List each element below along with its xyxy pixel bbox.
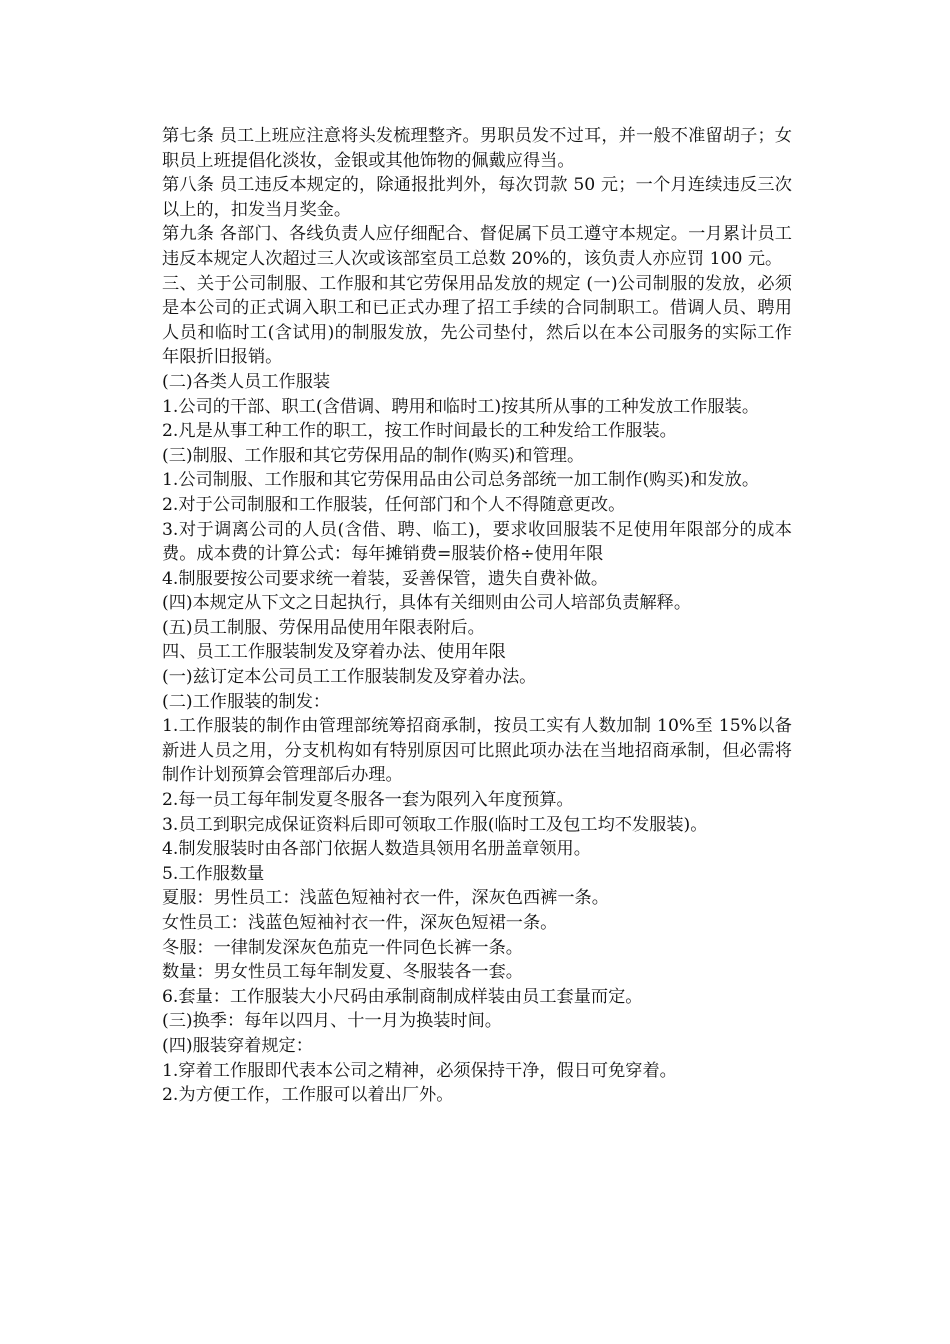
subsection-heading: (二)各类人员工作服装 bbox=[162, 371, 331, 392]
list-item: 2.为方便工作，工作服可以着出厂外。 bbox=[162, 1085, 454, 1106]
section-3-heading-paragraph: 三、关于公司制服、工作服和其它劳保用品发放的规定 (一)公司制服的发放，必须是本公司的正式调入职工和已正式办理了招工手续的合同制职工。借调人员、聘用人员和临时工(含试用)的制服发放，先公司垫付，然后以在本公司服务的实际工作年限折旧报销。 bbox=[162, 273, 792, 368]
list-item: 2.每一员工每年制发夏冬服各一套为限列入年度预算。 bbox=[162, 790, 574, 811]
list-item: 1.公司制服、工作服和其它劳保用品由公司总务部统一加工制作(购买)和发放。 bbox=[162, 470, 760, 491]
list-item: 4.制发服装时由各部门依据人数造具领用名册盖章领用。 bbox=[162, 839, 591, 860]
list-item: 女性员工：浅蓝色短袖衬衣一件，深灰色短裙一条。 bbox=[162, 913, 558, 933]
paragraph-article-8: 第八条 员工违反本规定的，除通报批判外，每次罚款 50 元；一个月连续违反三次以上的，扣发当月奖金。 bbox=[162, 175, 792, 220]
subsection-heading: (四)本规定从下文之日起执行，具体有关细则由公司人培部负责解释。 bbox=[162, 593, 692, 614]
list-item: 2.凡是从事工种工作的职工，按工作时间最长的工种发给工作服装。 bbox=[162, 421, 677, 442]
list-item: 数量：男女性员工每年制发夏、冬服装各一套。 bbox=[162, 962, 523, 983]
list-item: 冬服：一律制发深灰色茄克一件同色长裤一条。 bbox=[162, 937, 523, 958]
subsection-heading: (二)工作服装的制发： bbox=[162, 691, 331, 712]
list-item: 1.公司的干部、职工(含借调、聘用和临时工)按其所从事的工种发放工作服装。 bbox=[162, 396, 760, 417]
section-4-heading: 四、员工工作服装制发及穿着办法、使用年限 bbox=[162, 642, 506, 663]
list-item: 1.穿着工作服即代表本公司之精神，必须保持干净，假日可免穿着。 bbox=[162, 1060, 677, 1081]
list-item: 3.对于调离公司的人员(含借、聘、临工)，要求收回服装不足使用年限部分的成本费。成本费的计算公式：每年摊销费=服装价格÷使用年限 bbox=[162, 519, 792, 565]
list-item: 5.工作服数量 bbox=[162, 863, 265, 884]
subsection-heading: (三)换季：每年以四月、十一月为换装时间。 bbox=[162, 1011, 502, 1032]
document-page bbox=[162, 124, 792, 1108]
subsection-heading: (三)制服、工作服和其它劳保用品的制作(购买)和管理。 bbox=[162, 445, 585, 466]
list-item: 4.制服要按公司要求统一着装，妥善保管，遗失自费补做。 bbox=[162, 568, 609, 589]
subsection-heading: (五)员工制服、劳保用品使用年限表附后。 bbox=[162, 617, 485, 638]
list-item: 2.对于公司制服和工作服装，任何部门和个人不得随意更改。 bbox=[162, 494, 626, 515]
list-item: 夏服：男性员工：浅蓝色短袖衬衣一件，深灰色西裤一条。 bbox=[162, 888, 609, 909]
list-item: 6.套量：工作服装大小尺码由承制商制成样装由员工套量而定。 bbox=[162, 986, 643, 1007]
subsection-heading: (一)兹订定本公司员工工作服装制发及穿着办法。 bbox=[162, 667, 537, 688]
subsection-heading: (四)服装穿着规定： bbox=[162, 1035, 313, 1056]
paragraph-article-7: 第七条 员工上班应注意将头发梳理整齐。男职员发不过耳，并一般不准留胡子；女职员上班提倡化淡妆，金银或其他饰物的佩戴应得当。 bbox=[162, 126, 792, 171]
list-item: 3.员工到职完成保证资料后即可领取工作服(临时工及包工均不发服装)。 bbox=[162, 814, 708, 835]
list-item: 1.工作服装的制作由管理部统筹招商承制，按员工实有人数加制 10%至 15%以备新进人员之用，分支机构如有特别原因可比照此项办法在当地招商承制，但必需将制作计划预算会管理部后办理。 bbox=[162, 716, 792, 786]
paragraph-article-9: 第九条 各部门、各线负责人应仔细配合、督促属下员工遵守本规定。一月累计员工违反本规定人次超过三人次或该部室员工总数 20%的，该负责人亦应罚 100 元。 bbox=[162, 224, 792, 269]
